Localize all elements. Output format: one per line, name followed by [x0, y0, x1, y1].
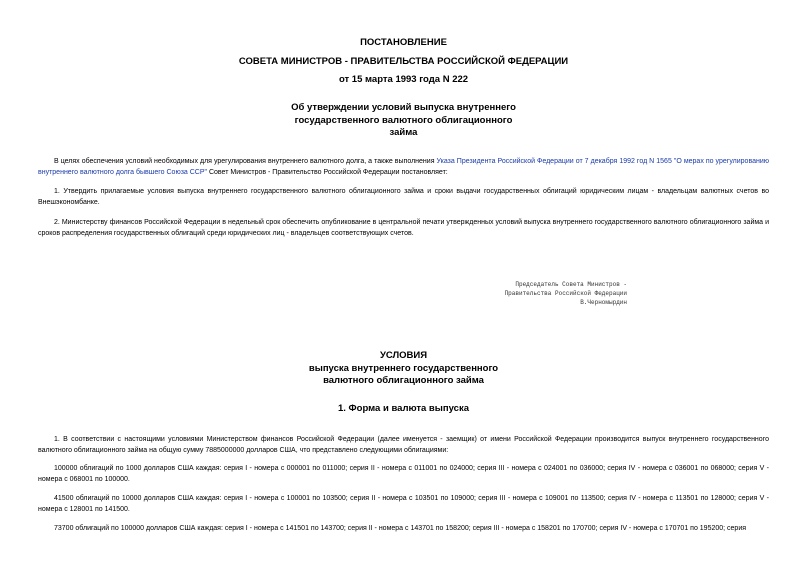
conditions-para-2 — [38, 463, 769, 485]
title-line-3: займа — [389, 127, 418, 138]
preamble-paragraph — [38, 156, 769, 178]
title-line-1: Об утверждении условий выпуска внутреннего — [291, 102, 516, 113]
item-2-paragraph — [38, 217, 769, 239]
signature-line-2: Правительства Российской Федерации — [504, 290, 627, 297]
signature-line-3: В.Черномырдин — [580, 299, 627, 306]
conditions-subtitle-2: валютного облигационного займа — [323, 375, 484, 386]
doc-type-heading: ПОСТАНОВЛЕНИЕ — [360, 37, 447, 48]
signature-line-1: Председатель Совета Министров - — [515, 281, 627, 288]
preamble-text-start: В целях обеспечения условий необходимых для урегулирования внутреннего валютного долга, а также выполнения — [54, 158, 437, 165]
section-1-heading: 1. Форма и валюта выпуска — [337, 403, 469, 414]
conditions-para-1-text: 1. В соответствии с настоящими условиями Министерством финансов Российской Федерации (далее именуется - заемщик) от имени Российской Федерации производится выпуск внутреннего государственного валютного облигационного займа на общую сумму 7885000000 долларов США, что представлено следующими облигациями: — [38, 436, 769, 454]
signature-block — [497, 280, 627, 307]
item-1-paragraph — [38, 186, 769, 208]
conditions-para-4 — [38, 523, 779, 534]
issuer-heading: СОВЕТА МИНИСТРОВ - ПРАВИТЕЛЬСТВА РОССИЙСКОЙ ФЕДЕРАЦИИ — [238, 56, 569, 67]
item-1-text: 1. Утвердить прилагаемые условия выпуска внутреннего государственного валютного облигационного займа и сроки выдачи государственных облигаций юридическим лицам - владельцам валютных счетов во Внешэкономбанке. — [38, 188, 769, 206]
date-number-heading: от 15 марта 1993 года N 222 — [338, 74, 469, 85]
decree-link[interactable]: Указа Президента Российской Федерации от 7 декабря 1992 год N 1565 "О мерах по урегулированию внутреннего валютного долга бывшего Союза ССР" — [38, 158, 770, 176]
conditions-para-4-text: 73700 облигаций по 100000 долларов США каждая: серия I - номера с 141501 по 143700; серия II - номера с 143701 по 158200; серия III - номера с 158201 по 170700; серия IV - номера с 170701 по 195200; серия — [54, 525, 747, 532]
conditions-para-3 — [38, 493, 769, 515]
conditions-para-3-text: 41500 облигаций по 10000 долларов США каждая: серия I - номера с 100001 по 103500; серия II - номера с 103501 по 109000; серия III - номера с 109001 по 113500; серия IV - номера с 113501 по 128000; серия V - номера с 128001 по 141500. — [38, 495, 769, 513]
item-2-text: 2. Министерству финансов Российской Федерации в недельный срок обеспечить опубликование в центральной печати утвержденных условий выпуска внутреннего государственного валютного облигационного займа и сроков распределения государственных облигаций среди юридических лиц - владельцев соответствующих счетов. — [38, 219, 769, 237]
conditions-para-1 — [38, 434, 769, 456]
conditions-title: УСЛОВИЯ — [379, 350, 428, 361]
conditions-para-2-text: 100000 облигаций по 1000 долларов США каждая: серия I - номера с 000001 по 011000; серия II - номера с 011001 по 024000; серия III - номера с 024001 по 036000; серия IV - номера с 036001 по 068000; серия V - номера с 068001 по 100000. — [38, 465, 769, 483]
preamble-text-end: Совет Министров - Правительство Российской Федерации постановляет: — [207, 169, 448, 176]
title-line-2: государственного валютного облигационного — [294, 115, 513, 126]
conditions-subtitle-1: выпуска внутреннего государственного — [308, 363, 499, 374]
